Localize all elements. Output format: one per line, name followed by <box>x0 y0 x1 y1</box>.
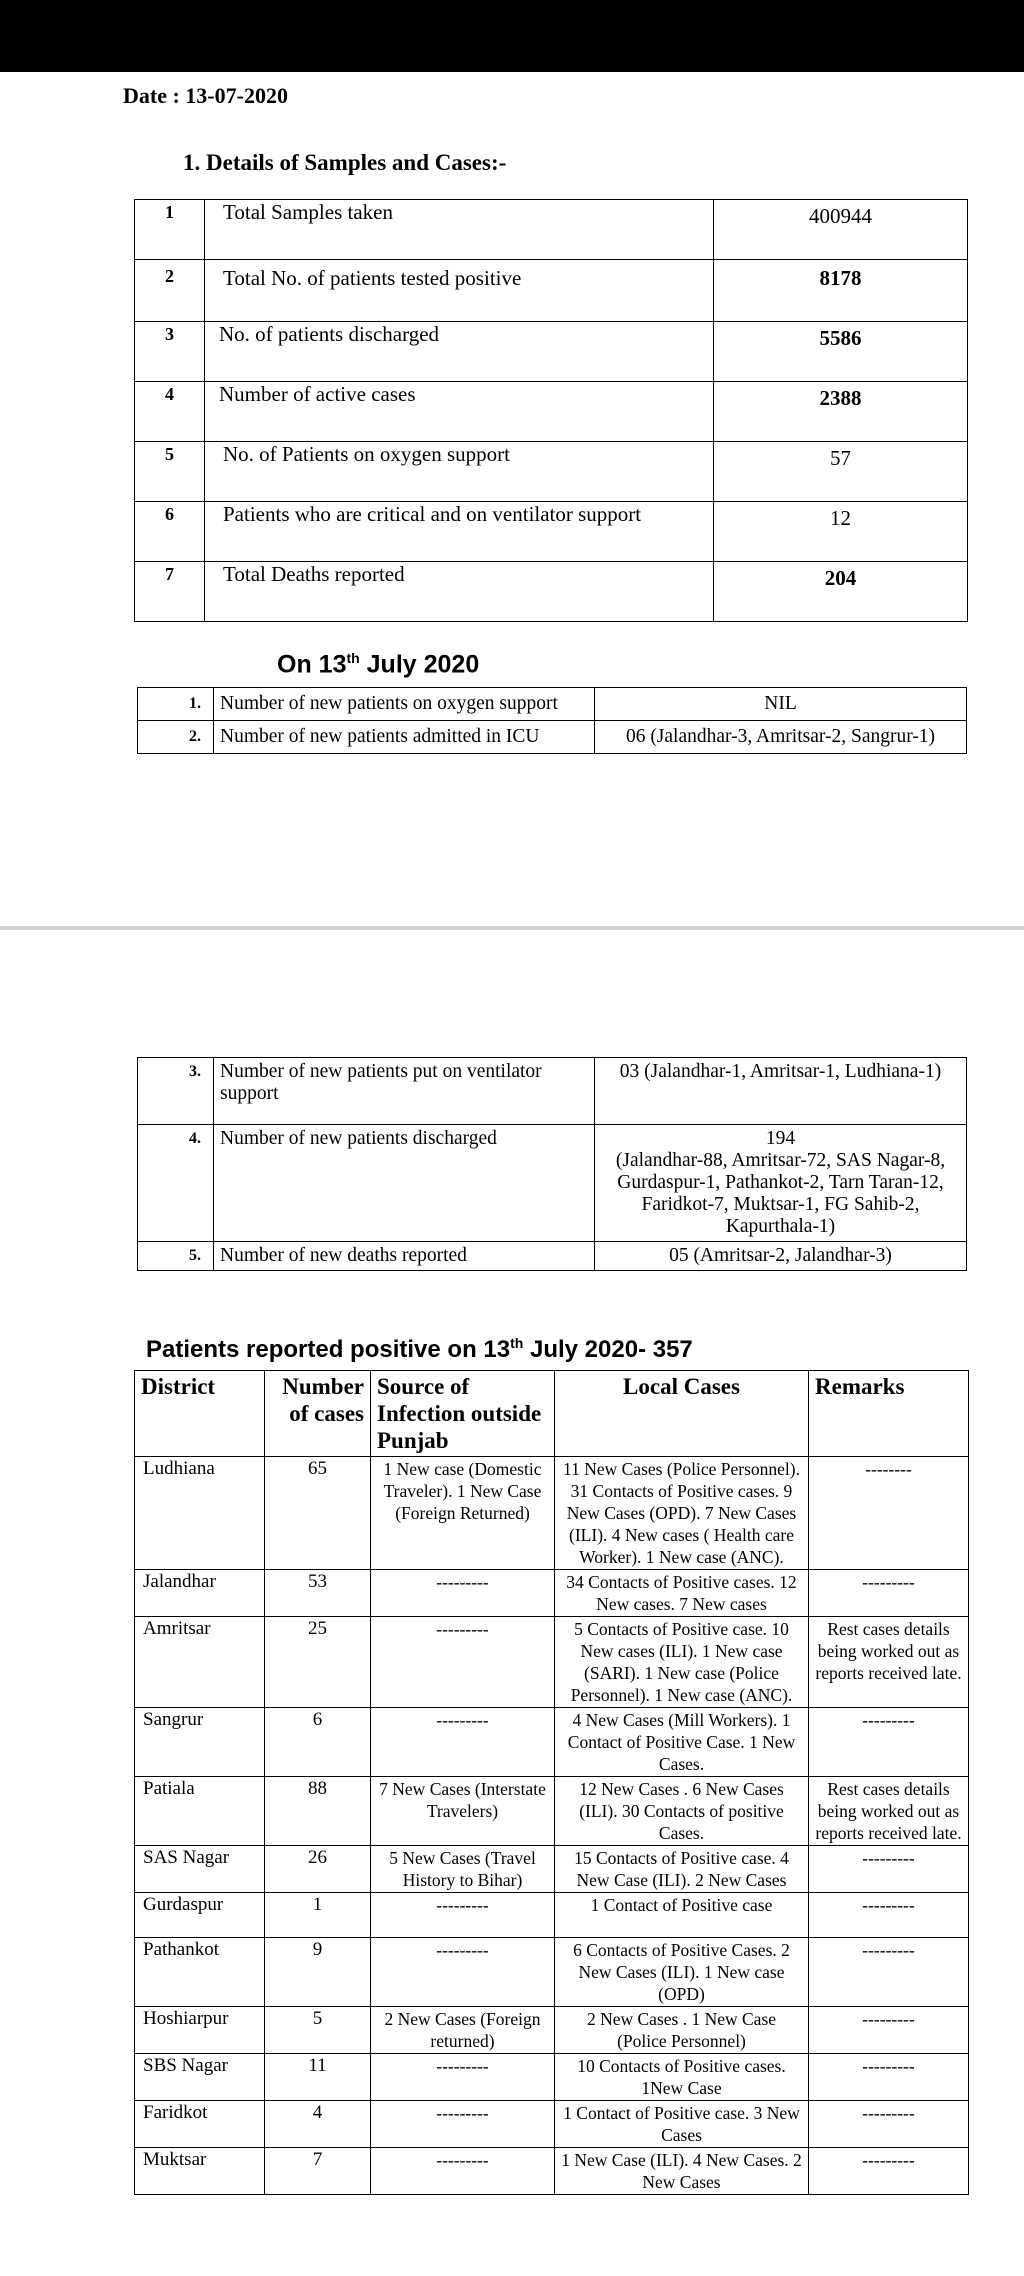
remarks: -------- <box>809 1457 969 1570</box>
table-row <box>138 688 967 721</box>
remarks: Rest cases details being worked out as reports received late. <box>809 1617 969 1708</box>
table-row <box>135 260 968 322</box>
local-cases: 11 New Cases (Police Personnel). 31 Contacts of Positive cases. 9 New Cases (OPD). 7 New Cases (ILI). 4 New cases ( Health care Worker). 1 New case (ANC). <box>555 1457 809 1570</box>
top-black-bar <box>0 0 1024 72</box>
daily-updates-table <box>137 687 967 754</box>
table-row <box>138 1058 967 1125</box>
table-row <box>135 1846 969 1893</box>
row-value: 194 <box>765 1128 796 1149</box>
case-count: 5 <box>265 2007 371 2054</box>
source-outside-punjab: --------- <box>371 1938 555 2007</box>
case-count: 11 <box>265 2054 371 2101</box>
row-value: NIL <box>595 688 967 721</box>
table-row <box>135 562 968 622</box>
district-name: Patiala <box>135 1777 265 1846</box>
table-row <box>135 1617 969 1708</box>
title-text: Patients reported positive on 13 <box>146 1336 511 1363</box>
table-row <box>135 1570 969 1617</box>
row-label: No. of Patients on oxygen support <box>205 442 714 502</box>
source-outside-punjab: --------- <box>371 2054 555 2101</box>
row-value: 2388 <box>714 382 968 442</box>
header-district: District <box>135 1371 265 1457</box>
row-value: 8178 <box>714 260 968 322</box>
source-outside-punjab: --------- <box>371 2148 555 2195</box>
row-label: Number of new deaths reported <box>214 1242 595 1271</box>
title-text: On 13 <box>277 650 347 679</box>
district-name: Jalandhar <box>135 1570 265 1617</box>
row-label: Number of new patients discharged <box>214 1125 595 1242</box>
remarks: --------- <box>809 1893 969 1938</box>
district-positives-table <box>134 1370 969 2195</box>
source-outside-punjab: --------- <box>371 1570 555 1617</box>
local-cases: 4 New Cases (Mill Workers). 1 Contact of Positive Case. 1 New Cases. <box>555 1708 809 1777</box>
section-title-on-date <box>277 650 479 679</box>
title-superscript: th <box>346 650 360 666</box>
local-cases: 1 New Case (ILI). 4 New Cases. 2 New Cases <box>555 2148 809 2195</box>
row-label: Total No. of patients tested positive <box>205 260 714 322</box>
table-row <box>135 1708 969 1777</box>
header-source-of-infection: Source of Infection outside Punjab <box>371 1371 555 1457</box>
table-row <box>135 2054 969 2101</box>
remarks: --------- <box>809 1570 969 1617</box>
header-remarks: Remarks <box>809 1371 969 1457</box>
row-value: 06 (Jalandhar-3, Amritsar-2, Sangrur-1) <box>595 721 967 754</box>
table-row <box>135 442 968 502</box>
local-cases: 12 New Cases . 6 New Cases (ILI). 30 Contacts of positive Cases. <box>555 1777 809 1846</box>
district-name: SBS Nagar <box>135 2054 265 2101</box>
local-cases: 34 Contacts of Positive cases. 12 New cases. 7 New cases <box>555 1570 809 1617</box>
row-value: 400944 <box>714 200 968 260</box>
row-value: 5586 <box>714 322 968 382</box>
row-label: Number of new patients on oxygen support <box>214 688 595 721</box>
report-date: Date : 13-07-2020 <box>123 83 288 108</box>
case-count: 65 <box>265 1457 371 1570</box>
case-count: 7 <box>265 2148 371 2195</box>
source-outside-punjab: 7 New Cases (Interstate Travelers) <box>371 1777 555 1846</box>
row-number: 4. <box>138 1125 214 1242</box>
remarks: --------- <box>809 2148 969 2195</box>
title-superscript: th <box>510 1335 524 1351</box>
remarks: --------- <box>809 2054 969 2101</box>
district-name: Ludhiana <box>135 1457 265 1570</box>
district-name: Hoshiarpur <box>135 2007 265 2054</box>
source-outside-punjab: --------- <box>371 1617 555 1708</box>
table-row <box>135 1777 969 1846</box>
row-value-detail: (Jalandhar-88, Amritsar-72, SAS Nagar-8, Gurdaspur-1, Pathankot-2, Tarn Taran-12, Faridkot-7, Muktsar-1, FG Sahib-2, Kapurthala-1) <box>615 1150 946 1237</box>
row-value: 05 (Amritsar-2, Jalandhar-3) <box>595 1242 967 1271</box>
local-cases: 5 Contacts of Positive case. 10 New cases (ILI). 1 New case (SARI). 1 New case (Police Personnel). 1 New case (ANC). <box>555 1617 809 1708</box>
samples-cases-table <box>134 199 968 622</box>
district-name: Muktsar <box>135 2148 265 2195</box>
row-label: Total Deaths reported <box>205 562 714 622</box>
table-row <box>135 2101 969 2148</box>
table-row <box>135 1938 969 2007</box>
table-row <box>135 1893 969 1938</box>
local-cases: 2 New Cases . 1 New Case (Police Personnel) <box>555 2007 809 2054</box>
district-name: Faridkot <box>135 2101 265 2148</box>
title-text: July 2020- 357 <box>523 1336 693 1363</box>
daily-updates-table-continued <box>137 1057 967 1271</box>
table-row <box>135 2007 969 2054</box>
local-cases: 1 Contact of Positive case <box>555 1893 809 1938</box>
header-local-cases: Local Cases <box>555 1371 809 1457</box>
district-name: SAS Nagar <box>135 1846 265 1893</box>
case-count: 1 <box>265 1893 371 1938</box>
row-number: 1 <box>135 200 205 260</box>
remarks: --------- <box>809 2007 969 2054</box>
row-label: No. of patients discharged <box>205 322 714 382</box>
source-outside-punjab: --------- <box>371 1708 555 1777</box>
district-name: Sangrur <box>135 1708 265 1777</box>
header-number-of-cases: Number of cases <box>265 1371 371 1457</box>
row-label: Number of new patients put on ventilator support <box>214 1058 595 1125</box>
case-count: 88 <box>265 1777 371 1846</box>
table-row <box>138 721 967 754</box>
row-value-cell <box>595 1125 967 1242</box>
row-label: Patients who are critical and on ventilator support <box>205 502 714 562</box>
table-row <box>138 1125 967 1242</box>
table-row <box>135 502 968 562</box>
case-count: 4 <box>265 2101 371 2148</box>
case-count: 53 <box>265 1570 371 1617</box>
table-header-row <box>135 1371 969 1457</box>
district-name: Pathankot <box>135 1938 265 2007</box>
table-row <box>135 200 968 260</box>
remarks: --------- <box>809 1938 969 2007</box>
local-cases: 1 Contact of Positive case. 3 New Cases <box>555 2101 809 2148</box>
source-outside-punjab: --------- <box>371 2101 555 2148</box>
local-cases: 6 Contacts of Positive Cases. 2 New Cases (ILI). 1 New case (OPD) <box>555 1938 809 2007</box>
row-number: 1. <box>138 688 214 721</box>
remarks: --------- <box>809 1708 969 1777</box>
row-number: 7 <box>135 562 205 622</box>
table-row <box>135 2148 969 2195</box>
source-outside-punjab: 1 New case (Domestic Traveler). 1 New Case (Foreign Returned) <box>371 1457 555 1570</box>
row-value: 57 <box>714 442 968 502</box>
source-outside-punjab: 5 New Cases (Travel History to Bihar) <box>371 1846 555 1893</box>
row-number: 3. <box>138 1058 214 1125</box>
remarks: --------- <box>809 1846 969 1893</box>
source-outside-punjab: --------- <box>371 1893 555 1938</box>
row-number: 5 <box>135 442 205 502</box>
row-number: 6 <box>135 502 205 562</box>
case-count: 26 <box>265 1846 371 1893</box>
table-row <box>135 322 968 382</box>
row-number: 3 <box>135 322 205 382</box>
section-title-positives <box>146 1335 693 1364</box>
section-title-samples-cases: 1. Details of Samples and Cases:- <box>183 150 507 175</box>
district-name: Gurdaspur <box>135 1893 265 1938</box>
table-row <box>135 1457 969 1570</box>
row-number: 4 <box>135 382 205 442</box>
row-label: Number of new patients admitted in ICU <box>214 721 595 754</box>
row-value: 03 (Jalandhar-1, Amritsar-1, Ludhiana-1) <box>595 1058 967 1125</box>
case-count: 25 <box>265 1617 371 1708</box>
title-text: July 2020 <box>359 650 480 679</box>
row-value: 12 <box>714 502 968 562</box>
remarks: Rest cases details being worked out as reports received late. <box>809 1777 969 1846</box>
row-label: Number of active cases <box>205 382 714 442</box>
case-count: 9 <box>265 1938 371 2007</box>
table-row <box>135 382 968 442</box>
case-count: 6 <box>265 1708 371 1777</box>
source-outside-punjab: 2 New Cases (Foreign returned) <box>371 2007 555 2054</box>
row-number: 5. <box>138 1242 214 1271</box>
row-label: Total Samples taken <box>205 200 714 260</box>
district-name: Amritsar <box>135 1617 265 1708</box>
local-cases: 15 Contacts of Positive case. 4 New Case (ILI). 2 New Cases <box>555 1846 809 1893</box>
row-number: 2 <box>135 260 205 322</box>
page-divider <box>0 926 1024 930</box>
row-value: 204 <box>714 562 968 622</box>
row-number: 2. <box>138 721 214 754</box>
remarks: --------- <box>809 2101 969 2148</box>
local-cases: 10 Contacts of Positive cases. 1New Case <box>555 2054 809 2101</box>
table-row <box>138 1242 967 1271</box>
